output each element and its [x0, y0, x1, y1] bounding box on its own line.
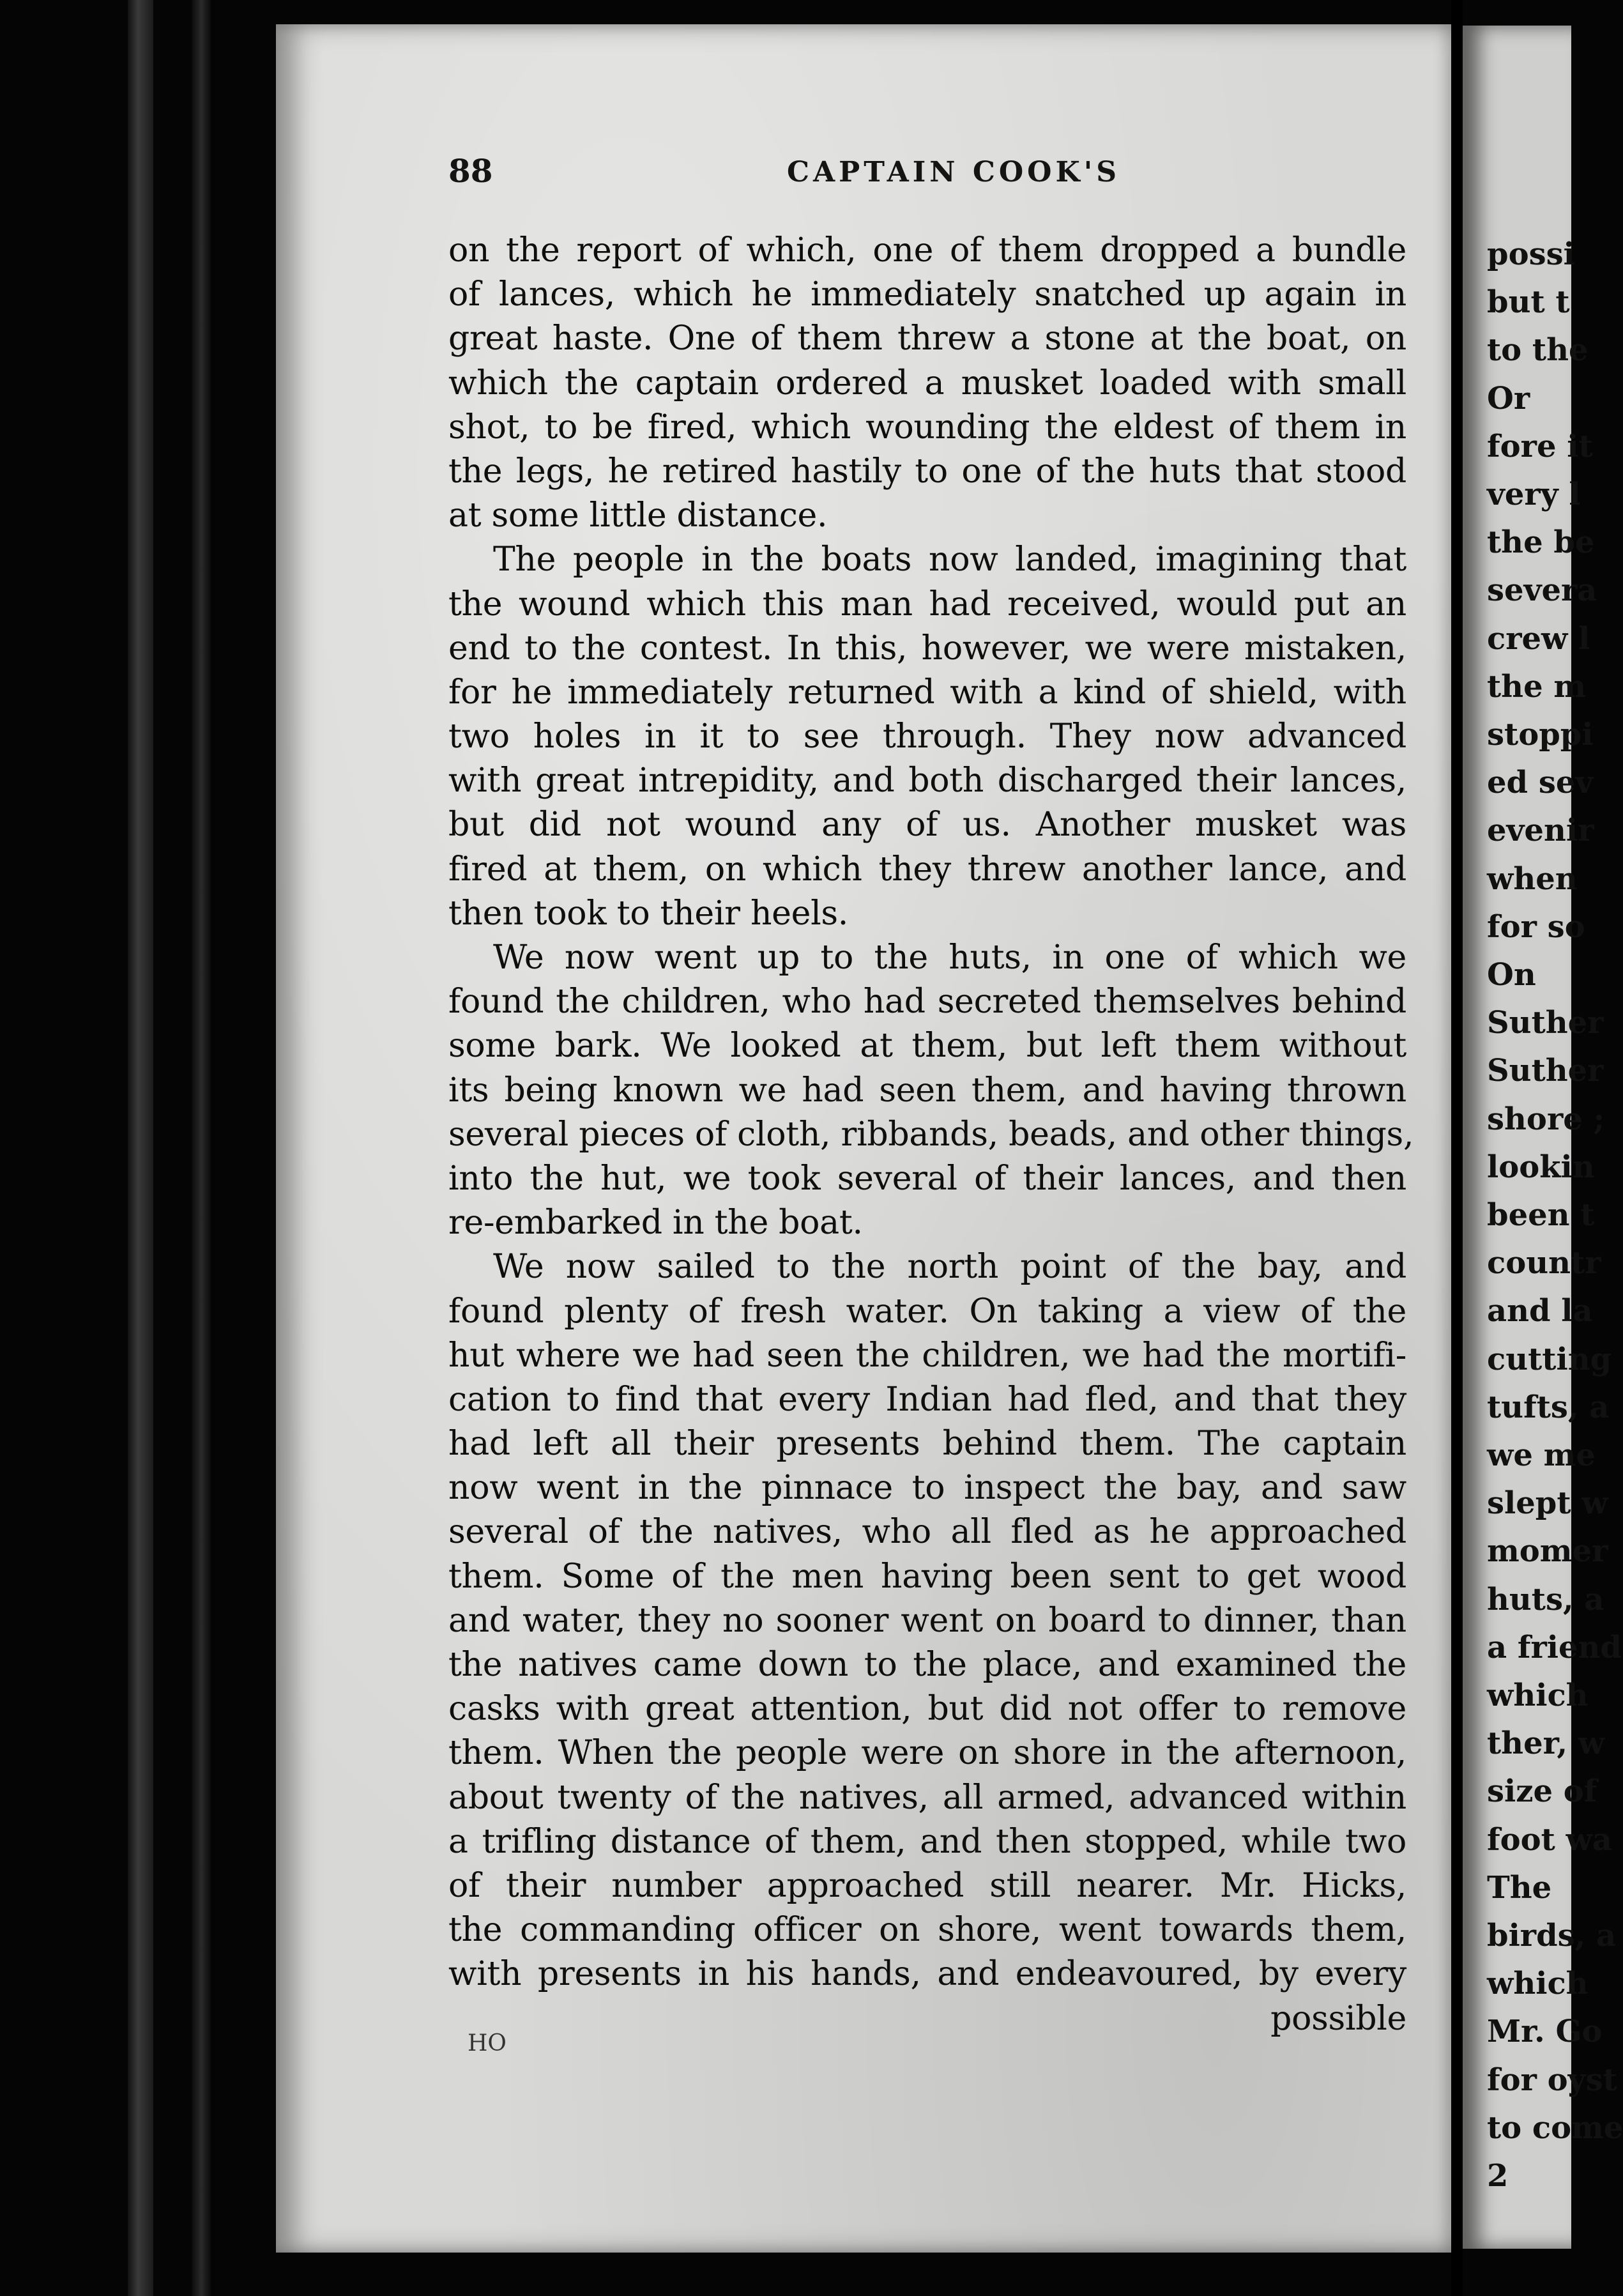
- next-page-line: stoppi: [1487, 717, 1594, 753]
- next-page-line: the be: [1487, 524, 1595, 561]
- text-line: into the hut, we took several of their lances, and then: [448, 1159, 1406, 1198]
- next-page-line: been t: [1487, 1197, 1595, 1233]
- text-line: found plenty of fresh water. On taking a view of the: [448, 1292, 1406, 1331]
- next-page-line: slept w: [1487, 1485, 1608, 1522]
- next-page-line: momer: [1487, 1533, 1608, 1570]
- binding-edge-inner: [192, 0, 211, 2296]
- next-page-line: Or: [1487, 380, 1530, 417]
- running-title: CAPTAIN COOK'S: [787, 156, 1121, 188]
- text-line: found the children, who had secreted themselves behind: [448, 983, 1406, 1022]
- next-page-line: but t: [1487, 284, 1570, 321]
- paragraph-start: We now sailed to the north point of the bay, and: [493, 1248, 1406, 1287]
- text-line: casks with great attention, but did not offer to remove: [448, 1690, 1406, 1729]
- text-line: but did not wound any of us. Another musket was: [448, 806, 1406, 845]
- book-page: [276, 24, 1451, 2253]
- next-page-line: lookin: [1487, 1149, 1595, 1185]
- text-line: re-embarked in the boat.: [448, 1204, 863, 1243]
- next-page-line: for oyst: [1487, 2062, 1617, 2098]
- running-head: [276, 152, 1451, 197]
- next-page-sliver: [1463, 26, 1623, 2249]
- next-page-line: shore ;: [1487, 1101, 1605, 1137]
- next-page-line: when: [1487, 861, 1578, 897]
- text-line: at some little distance.: [448, 496, 828, 535]
- text-line: them. Some of the men having been sent to get wood: [448, 1557, 1406, 1596]
- next-page-line: 2: [1487, 2158, 1509, 2194]
- next-page-line: to come: [1487, 2109, 1623, 2146]
- next-page-line: severa: [1487, 572, 1597, 609]
- next-page-line: On: [1487, 957, 1536, 993]
- text-line: the wound which this man had received, would put an: [448, 585, 1406, 624]
- text-line: them. When the people were on shore in the afternoon,: [448, 1734, 1406, 1773]
- next-page-line: foot wa: [1487, 1821, 1612, 1858]
- next-page-line: size of: [1487, 1773, 1597, 1810]
- paragraph-start: The people in the boats now landed, imagining that: [493, 540, 1406, 579]
- catchword: possible: [1270, 1999, 1406, 2038]
- page-number: 88: [448, 152, 493, 190]
- text-line: end to the contest. In this, however, we were mistaken,: [448, 629, 1406, 668]
- text-line: with presents in his hands, and endeavoured, by every: [448, 1955, 1406, 1994]
- next-page-line: which: [1487, 1678, 1589, 1713]
- next-page-line: ther, w: [1487, 1726, 1605, 1762]
- binding-edge: [128, 0, 153, 2296]
- text-line: shot, to be fired, which wounding the eldest of them in: [448, 408, 1406, 447]
- text-line: then took to their heels.: [448, 894, 849, 933]
- text-line: cation to find that every Indian had fled, and that they: [448, 1380, 1406, 1419]
- text-line: the legs, he retired hastily to one of the huts that stood: [448, 452, 1406, 491]
- text-line: hut where we had seen the children, we had the mortifi-: [448, 1336, 1406, 1375]
- text-line: great haste. One of them threw a stone at the boat, on: [448, 319, 1406, 358]
- next-page-line: ed sev: [1487, 765, 1594, 801]
- next-page-line: evenir: [1487, 813, 1594, 849]
- next-page-line: we me: [1487, 1437, 1596, 1473]
- next-page-line: countr: [1487, 1245, 1601, 1282]
- next-page-line: Suther: [1487, 1005, 1604, 1041]
- gutter: [1451, 0, 1463, 2296]
- text-line: and water, they no sooner went on board to dinner, than: [448, 1601, 1406, 1640]
- next-page-line: cutting: [1487, 1341, 1612, 1377]
- next-page-line: the m: [1487, 668, 1587, 705]
- text-line: for he immediately returned with a kind of shield, with: [448, 673, 1406, 712]
- next-page-line: huts, a: [1487, 1581, 1604, 1618]
- next-page-line: which: [1487, 1966, 1589, 2002]
- next-page-line: birds, a: [1487, 1918, 1617, 1954]
- text-line: the natives came down to the place, and examined the: [448, 1646, 1406, 1684]
- next-page-line: fore it: [1487, 428, 1593, 464]
- next-page-line: The: [1487, 1869, 1552, 1906]
- next-page-line: possi: [1487, 236, 1575, 272]
- next-page-line: for so: [1487, 908, 1585, 945]
- next-page-line: and la: [1487, 1293, 1593, 1329]
- text-line: some bark. We looked at them, but left them without: [448, 1027, 1406, 1066]
- text-line: several pieces of cloth, ribbands, beads, and other things,: [448, 1115, 1414, 1154]
- text-line: the commanding officer on shore, went towards them,: [448, 1911, 1406, 1950]
- text-line: about twenty of the natives, all armed, advanced within: [448, 1778, 1406, 1817]
- next-page-line: to the: [1487, 332, 1589, 369]
- text-line: a trifling distance of them, and then stopped, while two: [448, 1822, 1406, 1861]
- text-line: on the report of which, one of them dropped a bundle: [448, 231, 1406, 270]
- next-page-line: Suther: [1487, 1053, 1604, 1089]
- text-line: several of the natives, who all fled as he approached: [448, 1513, 1406, 1552]
- next-page-line: crew l: [1487, 620, 1590, 657]
- next-page-line: Mr. Go: [1487, 2014, 1603, 2050]
- next-page-line: a friend: [1487, 1629, 1622, 1665]
- text-line: of their number approached still nearer. Mr. Hicks,: [448, 1866, 1406, 1905]
- text-line: with great intrepidity, and both discharged their lances,: [448, 762, 1406, 800]
- signature-mark: HO: [468, 2030, 507, 2056]
- body-text: [448, 229, 1414, 2041]
- text-line: fired at them, on which they threw another lance, and: [448, 850, 1406, 889]
- text-line: had left all their presents behind them. The captain: [448, 1425, 1406, 1464]
- text-line: two holes in it to see through. They now advanced: [448, 717, 1406, 756]
- paragraph-start: We now went up to the huts, in one of which we: [493, 938, 1406, 977]
- next-page-line: tufts, a: [1487, 1389, 1610, 1425]
- text-line: now went in the pinnace to inspect the bay, and saw: [448, 1469, 1406, 1508]
- text-line: of lances, which he immediately snatched up again in: [448, 275, 1406, 314]
- next-page-line: very l: [1487, 477, 1581, 512]
- text-line: its being known we had seen them, and having thrown: [448, 1071, 1406, 1110]
- text-line: which the captain ordered a musket loaded with small: [448, 364, 1406, 402]
